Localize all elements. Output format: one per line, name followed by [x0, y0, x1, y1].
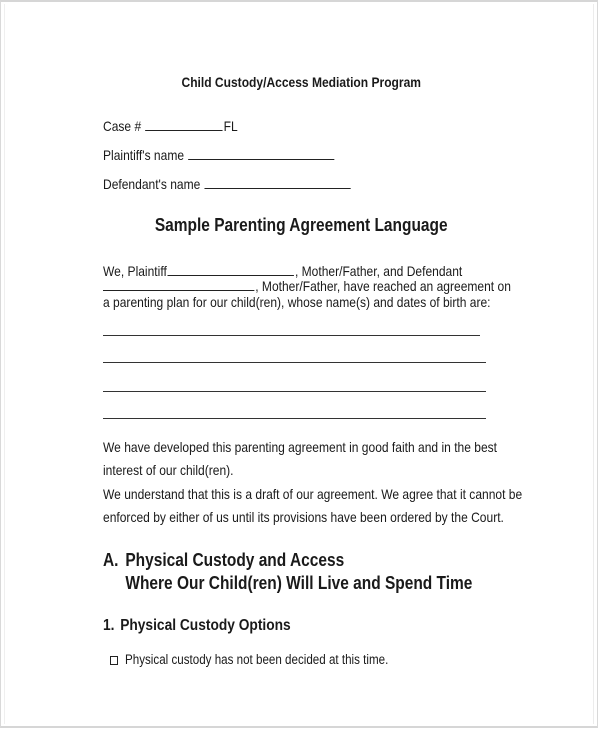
- draft-line-1: We understand that this is a draft of our agreement. We agree that it cannot be: [103, 486, 523, 502]
- case-number-field: [103, 118, 260, 134]
- program-title: [1, 74, 600, 90]
- draft-line-2: enforced by either of us until its provisions have been ordered by the Court.: [103, 509, 504, 525]
- defendant-name-label: Defendant's name: [103, 176, 201, 192]
- agreement-line3-text: a parenting plan for our child(ren), whose name(s) and dates of birth are:: [103, 294, 491, 310]
- case-number-label: Case #: [103, 118, 142, 134]
- agreement-line2-suffix: , Mother/Father, have reached an agreement on: [255, 278, 511, 294]
- draft-paragraph: [103, 483, 590, 529]
- agreement-line1-suffix: , Mother/Father, and Defendant: [294, 263, 463, 279]
- defendant-name-blank[interactable]: [205, 187, 351, 189]
- children-blank-line-2[interactable]: [103, 362, 486, 363]
- section-a-title-line-1: Physical Custody and Access: [125, 550, 345, 570]
- agreement-plaintiff-prefix: We, Plaintiff: [103, 263, 167, 279]
- section-a-letter: A.: [103, 550, 119, 570]
- good-faith-paragraph: [103, 436, 561, 482]
- good-faith-line-1: We have developed this parenting agreement in good faith and in the best: [103, 439, 498, 455]
- section-a-title-line-2: Where Our Child(ren) Will Live and Spend Time: [125, 573, 473, 593]
- agreement-line-3: [103, 291, 554, 314]
- good-faith-line-2: interest of our child(ren).: [103, 462, 234, 478]
- children-blank-line-4[interactable]: [103, 418, 486, 419]
- section-1-heading: [103, 617, 321, 635]
- option-undecided-label: Physical custody has not been decided at this time.: [125, 652, 389, 667]
- section-1-number: 1.: [103, 617, 115, 634]
- section-a-heading: [103, 549, 533, 595]
- plaintiff-name-blank[interactable]: [188, 158, 334, 160]
- plaintiff-name-label: Plaintiff's name: [103, 147, 185, 163]
- children-blank-line-1[interactable]: [103, 335, 480, 336]
- program-title-text: Child Custody/Access Mediation Program: [181, 74, 421, 90]
- plaintiff-name-field: [103, 147, 373, 163]
- checkbox-icon[interactable]: [110, 656, 118, 665]
- section-1-title: Physical Custody Options: [120, 617, 291, 634]
- case-number-blank[interactable]: [145, 129, 222, 131]
- defendant-name-field: [103, 176, 392, 192]
- option-undecided: [125, 652, 431, 667]
- case-number-suffix: FL: [223, 118, 238, 134]
- section-heading-text: Sample Parenting Agreement Language: [154, 215, 448, 235]
- children-blank-line-3[interactable]: [103, 391, 486, 392]
- section-heading: [1, 215, 600, 236]
